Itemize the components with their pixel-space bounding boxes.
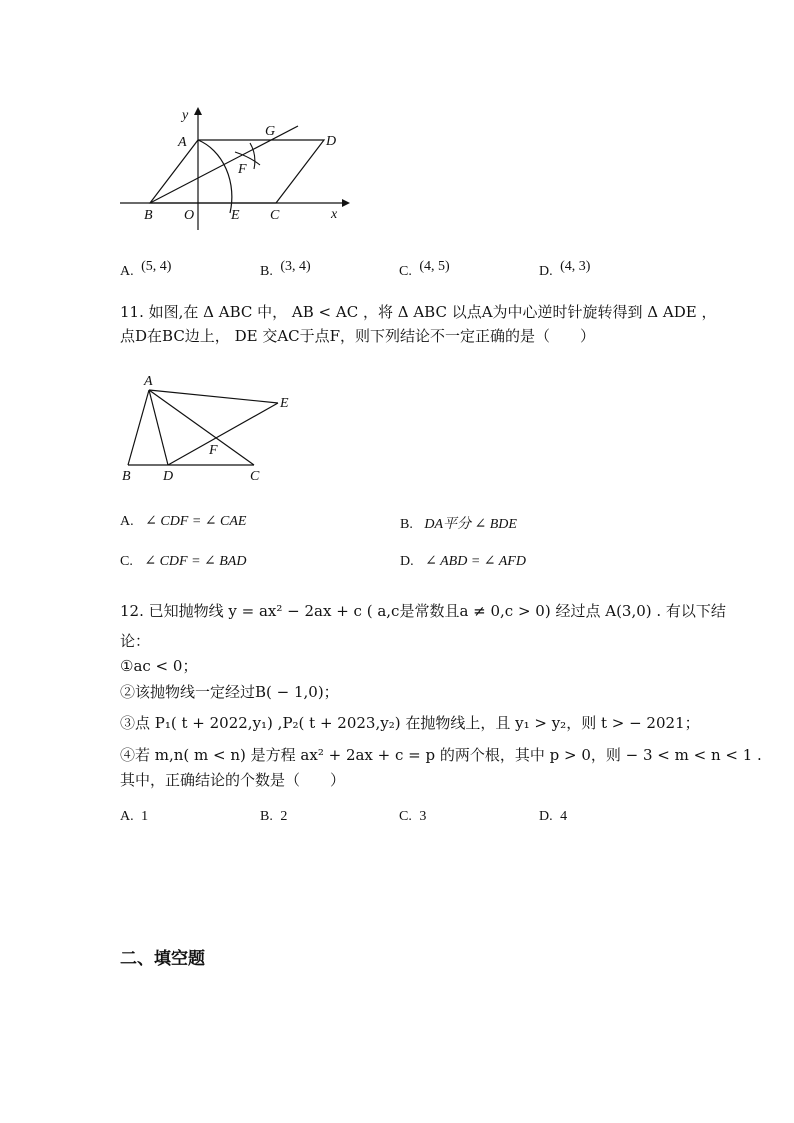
option-letter: D. xyxy=(539,264,553,279)
q12-stem-line2: 论： xyxy=(120,632,151,650)
label-D: D xyxy=(326,134,337,149)
option-value: (4, 5) xyxy=(419,259,450,274)
x-axis-arrow xyxy=(342,199,350,207)
label-y: y xyxy=(182,108,189,123)
label-F: F xyxy=(238,162,247,177)
y-axis-arrow xyxy=(194,107,202,115)
option-letter: B. xyxy=(400,517,413,532)
arc-mark-2 xyxy=(250,143,255,169)
section-heading-fill-in: 二、填空题 xyxy=(120,949,205,969)
label-E: E xyxy=(231,208,240,223)
parallelogram-ABCD xyxy=(150,140,324,203)
q12-conclusion-2: ②该抛物线一定经过B( − 1,0)； xyxy=(120,683,339,701)
option-value: ∠ CDF = ∠ BAD xyxy=(144,554,247,569)
option-value: (5, 4) xyxy=(141,259,172,274)
label-C: C xyxy=(250,469,260,484)
segment-AB xyxy=(128,390,149,465)
q12-conclusion-4: ④若 m,n( m < n) 是方程 ax² + 2ax + c = p 的两个根，其中 p > 0，则 − 3 < m < n < 1 . xyxy=(120,746,762,764)
option-letter: B. xyxy=(260,264,273,279)
option-value: 4 xyxy=(560,809,568,824)
q12-option-a xyxy=(120,809,148,825)
q12-option-b xyxy=(260,809,287,825)
q10-option-c xyxy=(399,259,450,280)
q12-stem-line1: 12. 已知抛物线 y = ax² − 2ax + c ( a,c是常数且a ≠ 0,c > 0) 经过点 A(3,0) . 有以下结 xyxy=(120,602,726,620)
label-D: D xyxy=(163,469,174,484)
q11-option-c xyxy=(120,553,246,570)
label-C: C xyxy=(270,208,280,223)
option-letter: A. xyxy=(120,264,134,279)
segment-DE xyxy=(168,403,278,465)
q12-question: 其中，正确结论的个数是（ ） xyxy=(120,771,346,789)
figure-parallelogram xyxy=(110,105,360,240)
option-value: DA平分 ∠ BDE xyxy=(424,517,517,532)
option-letter: C. xyxy=(399,809,412,824)
option-letter: B. xyxy=(260,809,273,824)
q11-option-b xyxy=(400,513,517,533)
q10-option-a xyxy=(120,259,172,280)
option-value: ∠ CDF = ∠ CAE xyxy=(145,514,247,529)
label-A: A xyxy=(144,374,153,389)
label-E: E xyxy=(280,396,289,411)
option-value: ∠ ABD = ∠ AFD xyxy=(425,554,526,569)
q10-option-b xyxy=(260,259,311,280)
option-letter: D. xyxy=(400,554,414,569)
q10-option-d xyxy=(539,259,591,280)
label-x: x xyxy=(331,207,338,222)
q11-stem-line1: 11. 如图,在 Δ ABC 中， AB < AC ，将 Δ ABC 以点A为中心逆时针旋转得到 Δ ADE ， xyxy=(120,303,717,321)
q12-conclusion-1: ①ac < 0； xyxy=(120,657,198,675)
option-letter: A. xyxy=(120,809,134,824)
q12-conclusion-3: ③点 P₁( t + 2022,y₁) ,P₂( t + 2023,y₂) 在抛物线上，且 y₁ > y₂，则 t > − 2021； xyxy=(120,714,700,732)
option-value: 1 xyxy=(141,809,149,824)
q12-option-d xyxy=(539,809,567,825)
option-letter: C. xyxy=(399,264,412,279)
option-letter: D. xyxy=(539,809,553,824)
q11-option-d xyxy=(400,553,526,570)
label-B: B xyxy=(144,208,153,223)
q11-option-a xyxy=(120,513,246,530)
label-A: A xyxy=(178,135,187,150)
q12-option-c xyxy=(399,809,426,825)
option-value: (3, 4) xyxy=(280,259,311,274)
figure-triangles xyxy=(112,370,302,485)
label-F: F xyxy=(209,443,218,458)
label-O: O xyxy=(184,208,195,223)
option-value: 3 xyxy=(419,809,427,824)
arc-AE xyxy=(198,140,232,213)
label-B: B xyxy=(122,469,131,484)
option-value: (4, 3) xyxy=(560,259,591,274)
option-value: 2 xyxy=(280,809,288,824)
q11-stem-line2: 点D在BC边上， DE 交AC于点F，则下列结论不一定正确的是（ ） xyxy=(120,327,596,345)
label-G: G xyxy=(265,124,276,139)
option-letter: A. xyxy=(120,514,134,529)
segment-AE xyxy=(149,390,278,403)
option-letter: C. xyxy=(120,554,133,569)
